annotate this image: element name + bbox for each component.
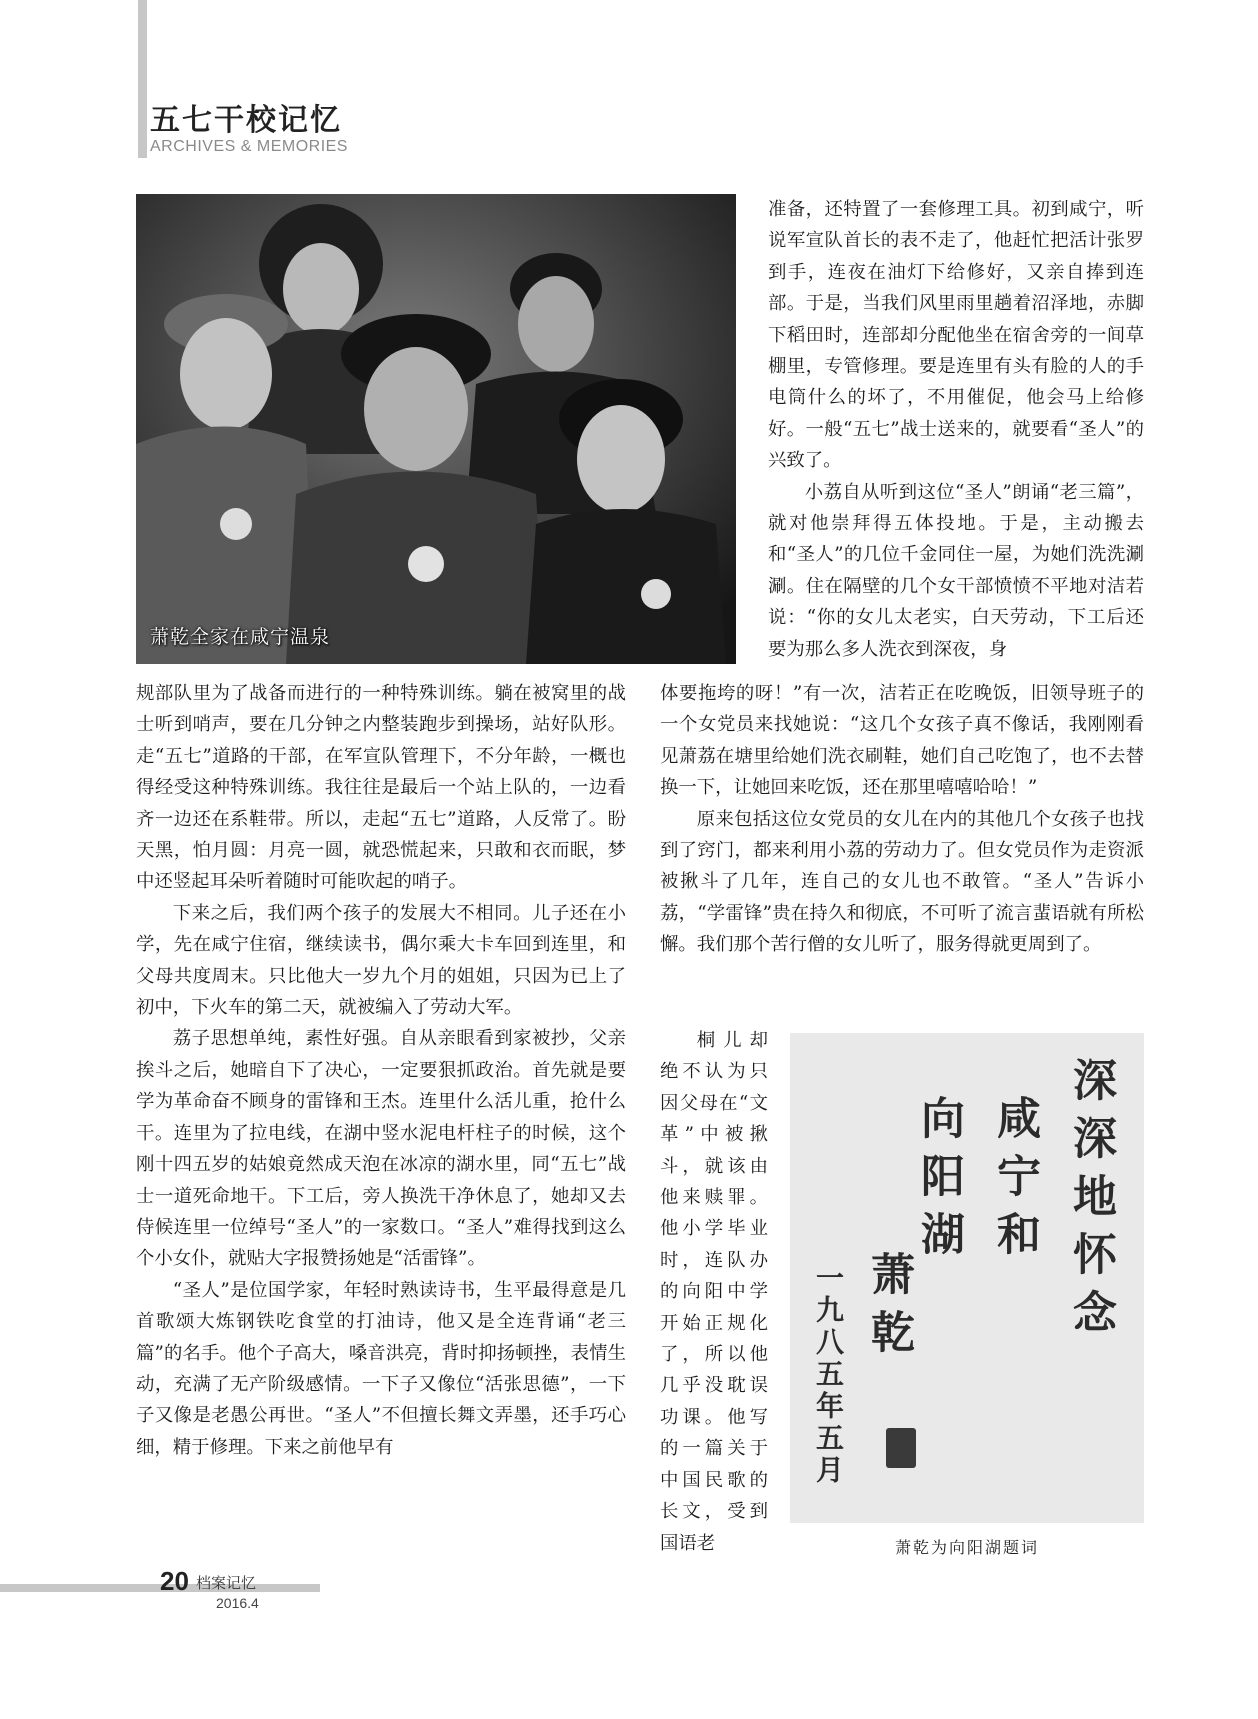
seal-stamp bbox=[886, 1428, 916, 1468]
paragraph: 荔子思想单纯，素性好强。自从亲眼看到家被抄，父亲挨斗之后，她暗自下了决心，一定要狠抓政治。首先就是要学为革命奋不顾身的雷锋和王杰。连里什么活儿重，抢什么干。连里为了拉电线，在湖中竖水泥电杆柱子的时候，这个刚十四五岁的姑娘竟然成天泡在冰凉的湖水里，同“五七”战士一道死命地干。下工后，旁人换洗干净休息了，她却又去侍候连里一位绰号“圣人”的一家数口。“圣人”难得找到这么个小女仆，就贴大字报赞扬她是“活雷锋”。 bbox=[136, 1028, 626, 1270]
page-number: 20 bbox=[160, 1566, 189, 1596]
photo-caption: 萧乾全家在咸宁温泉 bbox=[150, 626, 331, 648]
paragraph: 原来包括这位女党员的女儿在内的其他几个女孩子也找到了窍门，都来利用小荔的劳动力了。但女党员作为走资派被揪斗了几年，连自己的女儿也不敢管。“圣人”告诉小荔，“学雷锋”贵在持久和彻底，不可听了流言蜚语就有所松懈。我们那个苦行僧的女儿听了，服务得就更周到了。 bbox=[660, 808, 1144, 956]
paragraph: 体要拖垮的呀！”有一次，洁若正在吃晚饭，旧领导班子的一个女党员来找她说：“这几个女孩子真不像话，我刚刚看见萧荔在塘里给她们洗衣刷鞋，她们自己吃饱了，也不去替换一下，让她回来吃饭，还在那里嘻嘻哈哈！” bbox=[660, 683, 1144, 799]
calligraphy-signature: 萧乾 bbox=[863, 1251, 914, 1367]
calligraphy-date: 一九八五年五月 bbox=[812, 1263, 845, 1487]
article-column-middle bbox=[660, 678, 1144, 961]
paragraph: “圣人”是位国学家，年轻时熟读诗书，生平最得意是几首歌颂大炼钢铁吃食堂的打油诗，他又是全连背诵“老三篇”的名手。他个子高大，嗓音洪亮，背时抑扬顿挫，表情生动，充满了无产阶级感情。一下子又像位“活张思德”，一下子又像是老愚公再世。“圣人”不但擅长舞文弄墨，还手巧心细，精于修理。下来之前他早有 bbox=[136, 1279, 626, 1458]
article-column-top-right bbox=[768, 194, 1144, 665]
calligraphy-line: 深深地怀念 bbox=[1065, 1057, 1116, 1347]
calligraphy-caption: 萧乾为向阳湖题词 bbox=[894, 1538, 1039, 1557]
section-title: 五七干校记忆 bbox=[150, 103, 342, 138]
header-accent-bar bbox=[138, 0, 147, 158]
calligraphy-line: 咸宁和 bbox=[989, 1095, 1040, 1269]
issue-number: 2016.4 bbox=[216, 1595, 259, 1611]
magazine-name: 档案记忆 bbox=[196, 1574, 257, 1592]
calligraphy-inscription bbox=[790, 1033, 1144, 1523]
section-subtitle: ARCHIVES & MEMORIES bbox=[150, 138, 348, 155]
paragraph: 桐儿却绝不认为只因父母在“文革”中被揪斗，就该由他来赎罪。他小学毕业时，连队办的向阳中学开始正规化了，所以他几乎没耽误功课。他写的一篇关于中国民歌的长文，受到国语老 bbox=[660, 1030, 768, 1554]
family-photo bbox=[136, 194, 736, 664]
paragraph: 规部队里为了战备而进行的一种特殊训练。躺在被窝里的战士听到哨声，要在几分钟之内整装跑步到操场，站好队形。走“五七”道路的干部，在军宣队管理下，不分年龄，一概也得经受这种特殊训练。我往往是最后一个站上队的，一边看齐一边还在系鞋带。所以，走起“五七”道路，人反常了。盼天黑，怕月圆：月亮一圆，就恐慌起来，只敢和衣而眠，梦中还竖起耳朵听着随时可能吹起的哨子。 bbox=[136, 683, 626, 893]
article-column-narrow bbox=[660, 1025, 768, 1559]
paragraph: 小荔自从听到这位“圣人”朗诵“老三篇”，就对他崇拜得五体投地。于是，主动搬去和“圣人”的几位千金同住一屋，为她们洗洗涮涮。住在隔壁的几个女干部愤愤不平地对洁若说：“你的女儿太老实，白天劳动，下工后还要为那么多人洗衣到深夜，身 bbox=[768, 481, 1144, 660]
article-column-left bbox=[136, 678, 626, 1463]
paragraph: 下来之后，我们两个孩子的发展大不相同。儿子还在小学，先在咸宁住宿，继续读书，偶尔乘大卡车回到连里，和父母共度周末。只比他大一岁九个月的姐姐，只因为已上了初中，下火车的第二天，就被编入了劳动大军。 bbox=[136, 902, 626, 1019]
calligraphy-line: 向阳湖 bbox=[913, 1095, 964, 1269]
paragraph: 准备，还特置了一套修理工具。初到咸宁，听说军宣队首长的表不走了，他赶忙把活计张罗到手，连夜在油灯下给修好，又亲自捧到连部。于是，当我们风里雨里趟着沼泽地，赤脚下稻田时，连部却分配他坐在宿舍旁的一间草棚里，专管修理。要是连里有头有脸的人的手电筒什么的坏了，不用催促，他会马上给修好。一般“五七”战士送来的，就要看“圣人”的兴致了。 bbox=[768, 199, 1144, 472]
